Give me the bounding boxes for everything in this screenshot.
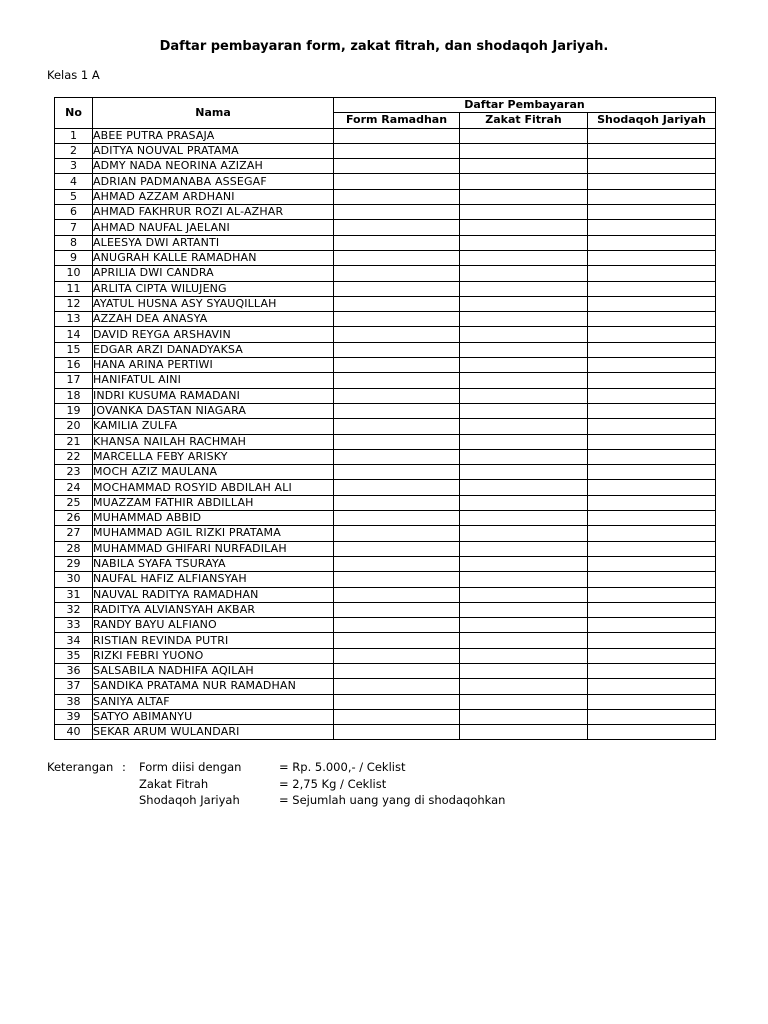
row-number: 38 — [55, 694, 93, 709]
form-ramadhan-cell[interactable] — [334, 449, 460, 464]
row-number: 24 — [55, 480, 93, 495]
notes-colon: : — [122, 760, 126, 774]
row-number: 32 — [55, 602, 93, 617]
table-row — [55, 495, 716, 510]
table-row — [55, 663, 716, 678]
form-ramadhan-cell[interactable] — [334, 388, 460, 403]
form-ramadhan-cell[interactable] — [334, 709, 460, 724]
student-name: AHMAD FAKHRUR ROZI AL-AZHAR — [93, 205, 334, 220]
shodaqoh-jariyah-cell[interactable] — [588, 143, 716, 158]
form-ramadhan-cell[interactable] — [334, 694, 460, 709]
student-name: SATYO ABIMANYU — [93, 709, 334, 724]
form-ramadhan-cell[interactable] — [334, 327, 460, 342]
student-name: AZZAH DEA ANASYA — [93, 312, 334, 327]
shodaqoh-jariyah-cell[interactable] — [588, 327, 716, 342]
shodaqoh-jariyah-cell[interactable] — [588, 403, 716, 418]
form-ramadhan-cell[interactable] — [334, 602, 460, 617]
shodaqoh-jariyah-cell[interactable] — [588, 587, 716, 602]
zakat-fitrah-cell[interactable] — [460, 373, 588, 388]
table-row — [55, 296, 716, 311]
notes-section — [47, 759, 647, 809]
zakat-fitrah-cell[interactable] — [460, 618, 588, 633]
table-row — [55, 143, 716, 158]
table-row — [55, 250, 716, 265]
document-title: Daftar pembayaran form, zakat fitrah, dan shodaqoh Jariyah. — [159, 39, 609, 54]
zakat-fitrah-cell[interactable] — [460, 526, 588, 541]
zakat-fitrah-cell[interactable] — [460, 679, 588, 694]
zakat-fitrah-cell[interactable] — [460, 511, 588, 526]
form-ramadhan-cell[interactable] — [334, 663, 460, 678]
student-name: MUHAMMAD AGIL RIZKI PRATAMA — [93, 526, 334, 541]
table-row — [55, 541, 716, 556]
student-name: EDGAR ARZI DANADYAKSA — [93, 342, 334, 357]
row-number: 10 — [55, 266, 93, 281]
zakat-fitrah-cell[interactable] — [460, 143, 588, 158]
student-name: APRILIA DWI CANDRA — [93, 266, 334, 281]
row-number: 15 — [55, 342, 93, 357]
zakat-fitrah-cell[interactable] — [460, 281, 588, 296]
table-row — [55, 358, 716, 373]
row-number: 5 — [55, 189, 93, 204]
table-row — [55, 679, 716, 694]
student-name: RISTIAN REVINDA PUTRI — [93, 633, 334, 648]
note-line — [47, 759, 647, 776]
header-shodaqoh-jariyah: Shodaqoh Jariyah — [588, 113, 716, 128]
form-ramadhan-cell[interactable] — [334, 618, 460, 633]
form-ramadhan-cell[interactable] — [334, 556, 460, 571]
row-number: 16 — [55, 358, 93, 373]
form-ramadhan-cell[interactable] — [334, 189, 460, 204]
header-form-ramadhan: Form Ramadhan — [334, 113, 460, 128]
form-ramadhan-cell[interactable] — [334, 235, 460, 250]
table-row — [55, 633, 716, 648]
student-name: ABEE PUTRA PRASAJA — [93, 128, 334, 143]
student-name: ADMY NADA NEORINA AZIZAH — [93, 159, 334, 174]
zakat-fitrah-cell[interactable] — [460, 556, 588, 571]
row-number: 36 — [55, 663, 93, 678]
shodaqoh-jariyah-cell[interactable] — [588, 709, 716, 724]
zakat-fitrah-cell[interactable] — [460, 220, 588, 235]
student-name: MOCHAMMAD ROSYID ABDILAH ALI — [93, 480, 334, 495]
row-number: 27 — [55, 526, 93, 541]
zakat-fitrah-cell[interactable] — [460, 602, 588, 617]
student-name: ALEESYA DWI ARTANTI — [93, 235, 334, 250]
form-ramadhan-cell[interactable] — [334, 633, 460, 648]
header-zakat-fitrah: Zakat Fitrah — [460, 113, 588, 128]
shodaqoh-jariyah-cell[interactable] — [588, 296, 716, 311]
student-name: RANDY BAYU ALFIANO — [93, 618, 334, 633]
row-number: 26 — [55, 511, 93, 526]
note-line — [47, 776, 647, 793]
student-name: INDRI KUSUMA RAMADANI — [93, 388, 334, 403]
form-ramadhan-cell[interactable] — [334, 419, 460, 434]
student-name: NAUFAL HAFIZ ALFIANSYAH — [93, 572, 334, 587]
form-ramadhan-cell[interactable] — [334, 572, 460, 587]
zakat-fitrah-cell[interactable] — [460, 388, 588, 403]
row-number: 3 — [55, 159, 93, 174]
zakat-fitrah-cell[interactable] — [460, 434, 588, 449]
form-ramadhan-cell[interactable] — [334, 725, 460, 740]
zakat-fitrah-cell[interactable] — [460, 480, 588, 495]
row-number: 40 — [55, 725, 93, 740]
student-name: HANA ARINA PERTIWI — [93, 358, 334, 373]
note-value: = Sejumlah uang yang di shodaqohkan — [279, 793, 506, 807]
student-name: AHMAD AZZAM ARDHANI — [93, 189, 334, 204]
header-daftar-pembayaran: Daftar Pembayaran — [334, 98, 716, 113]
shodaqoh-jariyah-cell[interactable] — [588, 373, 716, 388]
row-number: 37 — [55, 679, 93, 694]
form-ramadhan-cell[interactable] — [334, 648, 460, 663]
student-name: MUAZZAM FATHIR ABDILLAH — [93, 495, 334, 510]
student-name: ARLITA CIPTA WILUJENG — [93, 281, 334, 296]
student-name: SANDIKA PRATAMA NUR RAMADHAN — [93, 679, 334, 694]
row-number: 33 — [55, 618, 93, 633]
shodaqoh-jariyah-cell[interactable] — [588, 159, 716, 174]
row-number: 2 — [55, 143, 93, 158]
table-row — [55, 449, 716, 464]
shodaqoh-jariyah-cell[interactable] — [588, 189, 716, 204]
form-ramadhan-cell[interactable] — [334, 358, 460, 373]
student-name: MARCELLA FEBY ARISKY — [93, 449, 334, 464]
student-name: ADITYA NOUVAL PRATAMA — [93, 143, 334, 158]
shodaqoh-jariyah-cell[interactable] — [588, 220, 716, 235]
zakat-fitrah-cell[interactable] — [460, 327, 588, 342]
shodaqoh-jariyah-cell[interactable] — [588, 572, 716, 587]
form-ramadhan-cell[interactable] — [334, 220, 460, 235]
table-row — [55, 403, 716, 418]
shodaqoh-jariyah-cell[interactable] — [588, 556, 716, 571]
zakat-fitrah-cell[interactable] — [460, 403, 588, 418]
row-number: 31 — [55, 587, 93, 602]
table-row — [55, 312, 716, 327]
row-number: 13 — [55, 312, 93, 327]
row-number: 22 — [55, 449, 93, 464]
form-ramadhan-cell[interactable] — [334, 205, 460, 220]
shodaqoh-jariyah-cell[interactable] — [588, 495, 716, 510]
row-number: 12 — [55, 296, 93, 311]
zakat-fitrah-cell[interactable] — [460, 296, 588, 311]
student-name: DAVID REYGA ARSHAVIN — [93, 327, 334, 342]
payment-table — [54, 97, 716, 740]
table-row — [55, 174, 716, 189]
table-row — [55, 725, 716, 740]
table-row — [55, 189, 716, 204]
student-name: MUHAMMAD ABBID — [93, 511, 334, 526]
shodaqoh-jariyah-cell[interactable] — [588, 602, 716, 617]
form-ramadhan-cell[interactable] — [334, 465, 460, 480]
notes-label: Keterangan — [47, 760, 114, 774]
table-row — [55, 373, 716, 388]
table-row — [55, 159, 716, 174]
table-row — [55, 281, 716, 296]
row-number: 35 — [55, 648, 93, 663]
zakat-fitrah-cell[interactable] — [460, 128, 588, 143]
zakat-fitrah-cell[interactable] — [460, 648, 588, 663]
student-name: MUHAMMAD GHIFARI NURFADILAH — [93, 541, 334, 556]
shodaqoh-jariyah-cell[interactable] — [588, 419, 716, 434]
form-ramadhan-cell[interactable] — [334, 587, 460, 602]
table-row — [55, 342, 716, 357]
note-term: Form diisi dengan — [139, 760, 242, 774]
shodaqoh-jariyah-cell[interactable] — [588, 174, 716, 189]
row-number: 11 — [55, 281, 93, 296]
form-ramadhan-cell[interactable] — [334, 480, 460, 495]
student-name: MOCH AZIZ MAULANA — [93, 465, 334, 480]
zakat-fitrah-cell[interactable] — [460, 266, 588, 281]
zakat-fitrah-cell[interactable] — [460, 342, 588, 357]
row-number: 17 — [55, 373, 93, 388]
row-number: 19 — [55, 403, 93, 418]
shodaqoh-jariyah-cell[interactable] — [588, 725, 716, 740]
table-row — [55, 388, 716, 403]
table-row — [55, 694, 716, 709]
zakat-fitrah-cell[interactable] — [460, 694, 588, 709]
shodaqoh-jariyah-cell[interactable] — [588, 663, 716, 678]
row-number: 18 — [55, 388, 93, 403]
row-number: 6 — [55, 205, 93, 220]
table-row — [55, 465, 716, 480]
note-line — [47, 792, 647, 809]
zakat-fitrah-cell[interactable] — [460, 174, 588, 189]
table-row — [55, 602, 716, 617]
form-ramadhan-cell[interactable] — [334, 541, 460, 556]
form-ramadhan-cell[interactable] — [334, 373, 460, 388]
student-name: NABILA SYAFA TSURAYA — [93, 556, 334, 571]
student-name: SALSABILA NADHIFA AQILAH — [93, 663, 334, 678]
shodaqoh-jariyah-cell[interactable] — [588, 312, 716, 327]
zakat-fitrah-cell[interactable] — [460, 189, 588, 204]
table-row — [55, 556, 716, 571]
form-ramadhan-cell[interactable] — [334, 526, 460, 541]
shodaqoh-jariyah-cell[interactable] — [588, 266, 716, 281]
zakat-fitrah-cell[interactable] — [460, 725, 588, 740]
row-number: 23 — [55, 465, 93, 480]
table-row — [55, 618, 716, 633]
table-row — [55, 709, 716, 724]
zakat-fitrah-cell[interactable] — [460, 572, 588, 587]
shodaqoh-jariyah-cell[interactable] — [588, 128, 716, 143]
header-no: No — [55, 98, 93, 129]
form-ramadhan-cell[interactable] — [334, 250, 460, 265]
zakat-fitrah-cell[interactable] — [460, 633, 588, 648]
zakat-fitrah-cell[interactable] — [460, 449, 588, 464]
table-row — [55, 419, 716, 434]
form-ramadhan-cell[interactable] — [334, 281, 460, 296]
student-name: KHANSA NAILAH RACHMAH — [93, 434, 334, 449]
row-number: 4 — [55, 174, 93, 189]
student-name: ANUGRAH KALLE RAMADHAN — [93, 250, 334, 265]
zakat-fitrah-cell[interactable] — [460, 205, 588, 220]
table-row — [55, 235, 716, 250]
shodaqoh-jariyah-cell[interactable] — [588, 633, 716, 648]
class-label: Kelas 1 A — [47, 68, 100, 82]
shodaqoh-jariyah-cell[interactable] — [588, 205, 716, 220]
shodaqoh-jariyah-cell[interactable] — [588, 648, 716, 663]
table-row — [55, 128, 716, 143]
zakat-fitrah-cell[interactable] — [460, 312, 588, 327]
zakat-fitrah-cell[interactable] — [460, 235, 588, 250]
form-ramadhan-cell[interactable] — [334, 679, 460, 694]
note-value: = 2,75 Kg / Ceklist — [279, 776, 387, 791]
zakat-fitrah-cell[interactable] — [460, 159, 588, 174]
zakat-fitrah-cell[interactable] — [460, 709, 588, 724]
row-number: 7 — [55, 220, 93, 235]
form-ramadhan-cell[interactable] — [334, 495, 460, 510]
table-row — [55, 220, 716, 235]
zakat-fitrah-cell[interactable] — [460, 250, 588, 265]
form-ramadhan-cell[interactable] — [334, 174, 460, 189]
note-term: Shodaqoh Jariyah — [139, 793, 240, 807]
table-row — [55, 648, 716, 663]
zakat-fitrah-cell[interactable] — [460, 663, 588, 678]
shodaqoh-jariyah-cell[interactable] — [588, 480, 716, 495]
row-number: 30 — [55, 572, 93, 587]
zakat-fitrah-cell[interactable] — [460, 587, 588, 602]
student-name: AHMAD NAUFAL JAELANI — [93, 220, 334, 235]
student-name: HANIFATUL AINI — [93, 373, 334, 388]
form-ramadhan-cell[interactable] — [334, 312, 460, 327]
row-number: 9 — [55, 250, 93, 265]
zakat-fitrah-cell[interactable] — [460, 541, 588, 556]
student-name: JOVANKA DASTAN NIAGARA — [93, 403, 334, 418]
row-number: 39 — [55, 709, 93, 724]
shodaqoh-jariyah-cell[interactable] — [588, 388, 716, 403]
table-row — [55, 572, 716, 587]
shodaqoh-jariyah-cell[interactable] — [588, 342, 716, 357]
row-number: 1 — [55, 128, 93, 143]
shodaqoh-jariyah-cell[interactable] — [588, 281, 716, 296]
table-row — [55, 266, 716, 281]
shodaqoh-jariyah-cell[interactable] — [588, 235, 716, 250]
shodaqoh-jariyah-cell[interactable] — [588, 618, 716, 633]
row-number: 20 — [55, 419, 93, 434]
row-number: 29 — [55, 556, 93, 571]
shodaqoh-jariyah-cell[interactable] — [588, 511, 716, 526]
note-value: = Rp. 5.000,- / Ceklist — [279, 760, 406, 774]
row-number: 14 — [55, 327, 93, 342]
row-number: 28 — [55, 541, 93, 556]
shodaqoh-jariyah-cell[interactable] — [588, 465, 716, 480]
row-number: 25 — [55, 495, 93, 510]
student-name: NAUVAL RADITYA RAMADHAN — [93, 587, 334, 602]
shodaqoh-jariyah-cell[interactable] — [588, 434, 716, 449]
shodaqoh-jariyah-cell[interactable] — [588, 679, 716, 694]
form-ramadhan-cell[interactable] — [334, 434, 460, 449]
shodaqoh-jariyah-cell[interactable] — [588, 449, 716, 464]
student-name: SEKAR ARUM WULANDARI — [93, 725, 334, 740]
form-ramadhan-cell[interactable] — [334, 266, 460, 281]
form-ramadhan-cell[interactable] — [334, 296, 460, 311]
zakat-fitrah-cell[interactable] — [460, 495, 588, 510]
row-number: 21 — [55, 434, 93, 449]
zakat-fitrah-cell[interactable] — [460, 419, 588, 434]
student-name: SANIYA ALTAF — [93, 694, 334, 709]
zakat-fitrah-cell[interactable] — [460, 465, 588, 480]
student-name: RIZKI FEBRI YUONO — [93, 648, 334, 663]
zakat-fitrah-cell[interactable] — [460, 358, 588, 373]
form-ramadhan-cell[interactable] — [334, 128, 460, 143]
shodaqoh-jariyah-cell[interactable] — [588, 541, 716, 556]
row-number: 8 — [55, 235, 93, 250]
header-nama: Nama — [93, 98, 334, 129]
row-number: 34 — [55, 633, 93, 648]
table-row — [55, 205, 716, 220]
student-name: ADRIAN PADMANABA ASSEGAF — [93, 174, 334, 189]
shodaqoh-jariyah-cell[interactable] — [588, 358, 716, 373]
form-ramadhan-cell[interactable] — [334, 342, 460, 357]
shodaqoh-jariyah-cell[interactable] — [588, 694, 716, 709]
table-row — [55, 526, 716, 541]
form-ramadhan-cell[interactable] — [334, 511, 460, 526]
table-row — [55, 327, 716, 342]
shodaqoh-jariyah-cell[interactable] — [588, 526, 716, 541]
form-ramadhan-cell[interactable] — [334, 403, 460, 418]
form-ramadhan-cell[interactable] — [334, 159, 460, 174]
note-term: Zakat Fitrah — [139, 776, 209, 791]
table-row — [55, 480, 716, 495]
student-name: RADITYA ALVIANSYAH AKBAR — [93, 602, 334, 617]
table-row — [55, 434, 716, 449]
table-row — [55, 587, 716, 602]
table-row — [55, 511, 716, 526]
student-name: KAMILIA ZULFA — [93, 419, 334, 434]
student-name: AYATUL HUSNA ASY SYAUQILLAH — [93, 296, 334, 311]
shodaqoh-jariyah-cell[interactable] — [588, 250, 716, 265]
form-ramadhan-cell[interactable] — [334, 143, 460, 158]
